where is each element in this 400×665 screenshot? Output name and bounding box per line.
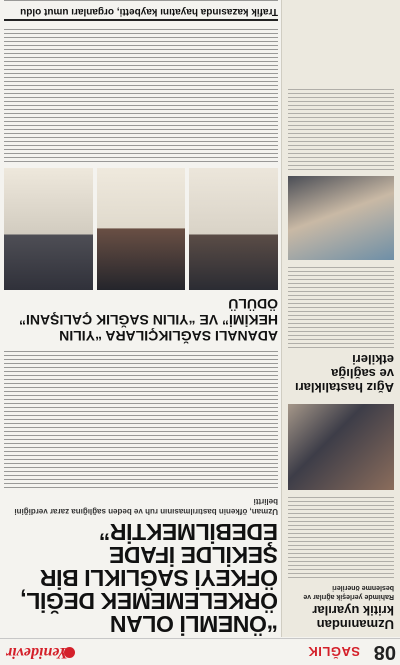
sidebar-body-text [288,494,394,580]
award-headline: ADANALI SAĞLIKÇILARA “YILIN HEKİMİ” VE “YILIN SAĞLIK ÇALIŞANI” ÖDÜLÜ [18,296,278,344]
award-photo [189,168,278,290]
sidebar-second-photo [288,176,394,260]
sidebar-headline: Uzmanından kritik uyarılar [312,603,394,632]
sidebar-deck: Rahimde yerleşik ağrılar ve beslenme önerileri [303,584,394,600]
newspaper-logo: Yenidevir [6,644,68,661]
award-body-text [4,26,278,164]
main-column [4,3,278,635]
page-header [0,638,400,665]
award-photo [97,168,186,290]
section-title: SAĞLIK [307,644,360,659]
main-headline: “ÖNEMLİ OLAN ÖRKELEMEMEK DEĞİL, ÖFKEYİ SAĞLIKLI BİR ŞEKİLDE İFADE EDEBİLMEKTİR” [20,519,278,637]
sidebar-second-body-text [288,264,394,350]
sidebar-photo [288,404,394,490]
sidebar-third-body-text [288,86,394,172]
sidebar-column [281,0,400,637]
award-photos [4,168,278,290]
main-deck: Uzman, öfkenin bastırılmasının ruh ve beden sağlığına zarar verdiğini belirtti [14,497,278,516]
traffic-body-text [4,0,278,3]
sidebar-second-headline: Ağız hastalıkları ve sağlığa etkileri [295,352,394,395]
traffic-headline: Trafik kazasında hayatını kaybetti, organları umut oldu [4,6,278,21]
award-photo [4,168,93,290]
main-body-text [4,350,278,490]
page-number: 08 [373,641,396,663]
